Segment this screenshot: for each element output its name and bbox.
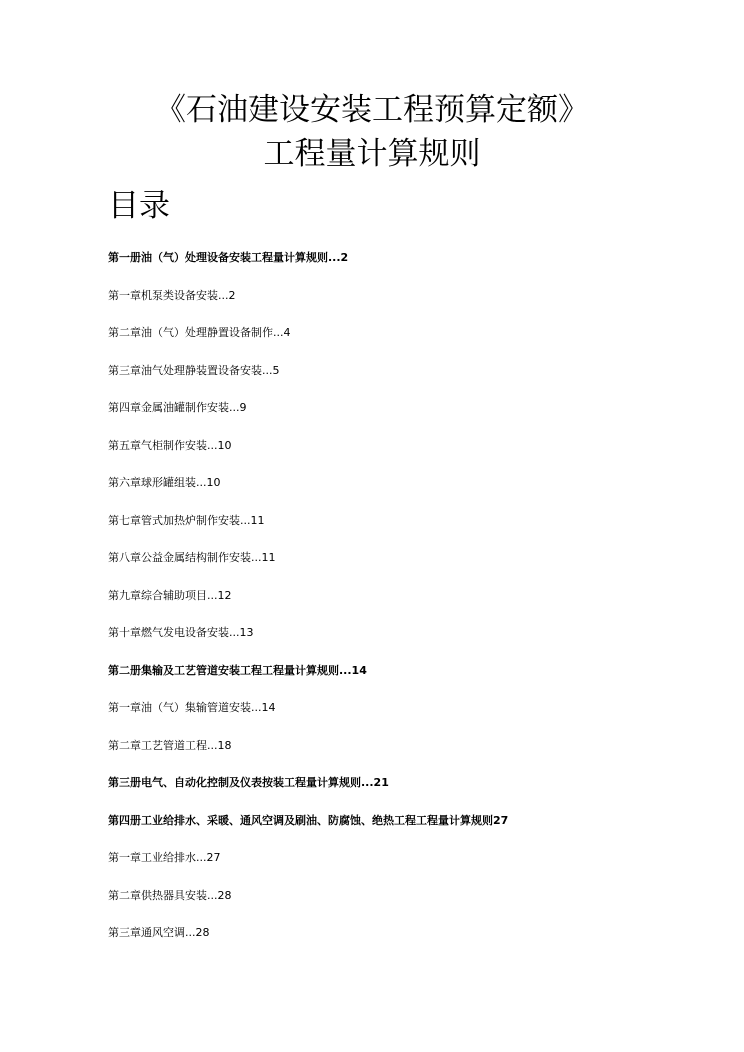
toc-chapter-entry[interactable]: 第七章管式加热炉制作安装...11 [108, 513, 265, 527]
toc-chapter-entry[interactable]: 第九章综合辅助项目...12 [108, 588, 232, 602]
toc-chapter-entry[interactable]: 第一章工业给排水...27 [108, 851, 221, 864]
toc-part-entry[interactable]: 第三册电气、自动化控制及仪表按装工程量计算规则...21 [108, 776, 389, 789]
toc-chapter-entry[interactable]: 第一章油（气）集输管道安装...14 [108, 701, 276, 714]
document-title [0, 88, 744, 176]
toc-part-entry[interactable]: 第一册油（气）处理设备安装工程量计算规则...2 [108, 251, 349, 264]
toc-chapter-entry[interactable]: 第二章油（气）处理静置设备制作...4 [108, 326, 291, 339]
toc-chapter-entry[interactable]: 第六章球形罐组装...10 [108, 476, 221, 489]
toc-chapter-entry[interactable]: 第五章气柜制作安装...10 [108, 438, 232, 452]
toc-chapter-entry[interactable]: 第二章工艺管道工程...18 [108, 738, 232, 752]
toc-part-entry[interactable]: 第四册工业给排水、采暖、通风空调及刷油、防腐蚀、绝热工程工程量计算规则27 [108, 813, 509, 827]
toc-chapter-entry[interactable]: 第八章公益金属结构制作安装...11 [108, 551, 276, 564]
toc-chapter-entry[interactable]: 第二章供热器具安装...28 [108, 888, 232, 902]
title-line-2: 工程量计算规则 [263, 136, 481, 172]
toc-chapter-entry[interactable]: 第三章油气处理静装置设备安装...5 [108, 363, 280, 377]
toc-heading: 目录 [108, 188, 170, 224]
table-of-contents [108, 250, 708, 963]
toc-chapter-entry[interactable]: 第四章金属油罐制作安装...9 [108, 401, 247, 414]
title-line-1: 《石油建设安装工程预算定额》 [155, 92, 589, 128]
toc-part-entry[interactable]: 第二册集输及工艺管道安装工程工程量计算规则...14 [108, 663, 367, 677]
toc-chapter-entry[interactable]: 第三章通风空调...28 [108, 926, 210, 939]
toc-chapter-entry[interactable]: 第一章机泵类设备安装...2 [108, 288, 236, 302]
toc-chapter-entry[interactable]: 第十章燃气发电设备安装...13 [108, 626, 254, 639]
